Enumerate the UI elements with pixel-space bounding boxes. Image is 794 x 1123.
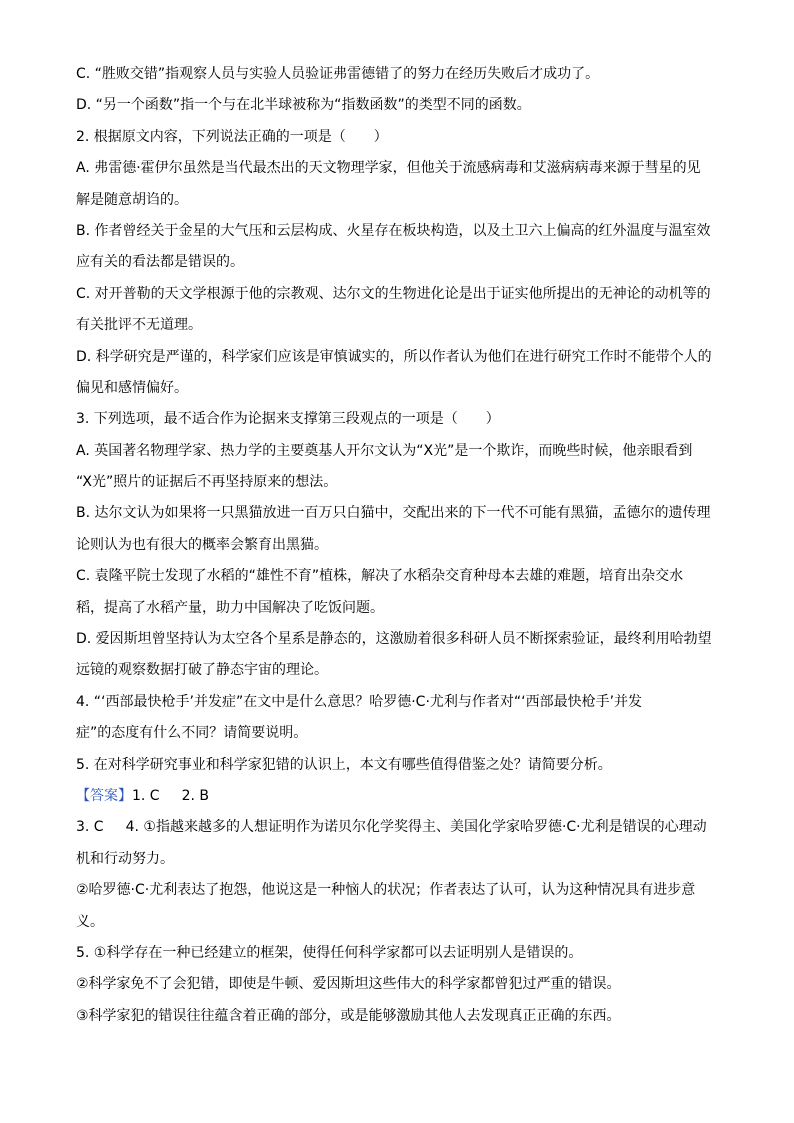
answer-5-line2: ②科学家免不了会犯错，即使是牛顿、爱因斯坦这些伟大的科学家都曾犯过严重的错误。 — [76, 976, 621, 993]
q3-option-a-line1: A. 英国著名物理学家、热力学的主要奠基人开尔文认为“X光”是一个欺诈，而晚些时候，他亲眼看到 — [76, 442, 693, 459]
q2-option-c-line1: C. 对开普勒的天文学根源于他的宗教观、达尔文的生物进化论是出于证实他所提出的无神论的动机等的 — [76, 285, 711, 302]
q4-line2: 症”的态度有什么不同？请简要说明。 — [76, 725, 308, 742]
q3-option-d-line1: D. 爱因斯坦曾坚持认为太空各个星系是静态的，这激励着很多科研人员不断探索验证，最终利用哈勃望 — [76, 631, 712, 648]
answer-1: 1. C — [132, 787, 160, 804]
q3-option-b-line2: 论则认为也有很大的概率会繁育出黑猫。 — [76, 536, 328, 553]
q2-option-a-line1: A. 弗雷德·霍伊尔虽然是当代最杰出的天文物理学家，但他关于流感病毒和艾滋病病毒来源于彗星的见 — [76, 160, 701, 177]
q2-option-d-line1: D. 科学研究是严谨的，科学家们应该是审慎诚实的，所以作者认为他们在进行研究工作时不能带个人的 — [76, 348, 712, 365]
q3-option-c-line1: C. 袁隆平院士发现了水稻的“雄性不育”植株，解决了水稻杂交育种母本去雄的难题，培育出杂交水 — [76, 568, 684, 585]
q3-option-a-line2: “X光”照片的证据后不再坚持原来的想法。 — [76, 474, 338, 491]
answer-3: 3. C — [76, 819, 104, 836]
q3-option-c-line2: 稻，提高了水稻产量，助力中国解决了吃饭问题。 — [76, 599, 384, 616]
q2-option-d-line2: 偏见和感情偏好。 — [76, 379, 188, 396]
q3-option-d-line2: 远镜的观察数据打破了静态宇宙的理论。 — [76, 662, 328, 679]
answer-4-line4: 义。 — [76, 913, 104, 930]
q3-stem: 3. 下列选项，最不适合作为论据来支撑第三段观点的一项是（ ） — [76, 411, 500, 428]
q2-option-b-line2: 应有关的看法都是错误的。 — [76, 254, 244, 271]
document-body — [76, 64, 726, 1037]
answer-4-line3: ②哈罗德·C·尤利表达了抱怨，他说这是一种恼人的状况；作者表达了认可，认为这种情况具有进步意 — [76, 882, 696, 899]
answer-tag: 【答案】 — [76, 787, 132, 804]
answer-line-3-4 — [76, 817, 726, 838]
q2-option-c-line2: 有关批评不无道理。 — [76, 317, 202, 334]
answer-4-line1: 4. ①指越来越多的人想证明作为诺贝尔化学奖得主、美国化学家哈罗德·C·尤利是错误的心理动 — [125, 819, 707, 836]
answer-4-line2: 机和行动努力。 — [76, 850, 174, 867]
q3-option-b-line1: B. 达尔文认为如果将一只黑猫放进一百万只白猫中，交配出来的下一代不可能有黑猫，孟德尔的遗传理 — [76, 505, 711, 522]
answer-5-line3: ③科学家犯的错误往往蕴含着正确的部分，或是能够激励其他人去发现真正正确的东西。 — [76, 1007, 621, 1024]
q2-option-a-line2: 解是随意胡诌的。 — [76, 191, 188, 208]
q1-option-d: D. “另一个函数”指一个与在北半球被称为“指数函数”的类型不同的函数。 — [76, 97, 531, 114]
q5-line1: 5. 在对科学研究事业和科学家犯错的认识上，本文有哪些值得借鉴之处？请简要分析。 — [76, 756, 612, 773]
answer-5-line1: 5. ①科学存在一种已经建立的框架，使得任何科学家都可以去证明别人是错误的。 — [76, 944, 583, 961]
q2-option-b-line1: B. 作者曾经关于金星的大气压和云层构成、火星存在板块构造，以及土卫六上偏高的红外温度与温室效 — [76, 222, 711, 239]
answer-header-line — [76, 786, 726, 807]
answer-2: 2. B — [181, 787, 210, 804]
q4-line1: 4. “‘西部最快枪手’并发症”在文中是什么意思？哈罗德·C·尤利与作者对“‘西部最快枪手’并发 — [76, 693, 643, 710]
q1-option-c: C. “胜败交错”指观察人员与实验人员验证弗雷德错了的努力在经历失败后才成功了。 — [76, 66, 600, 82]
q2-stem: 2. 根据原文内容，下列说法正确的一项是（ ） — [76, 128, 388, 145]
